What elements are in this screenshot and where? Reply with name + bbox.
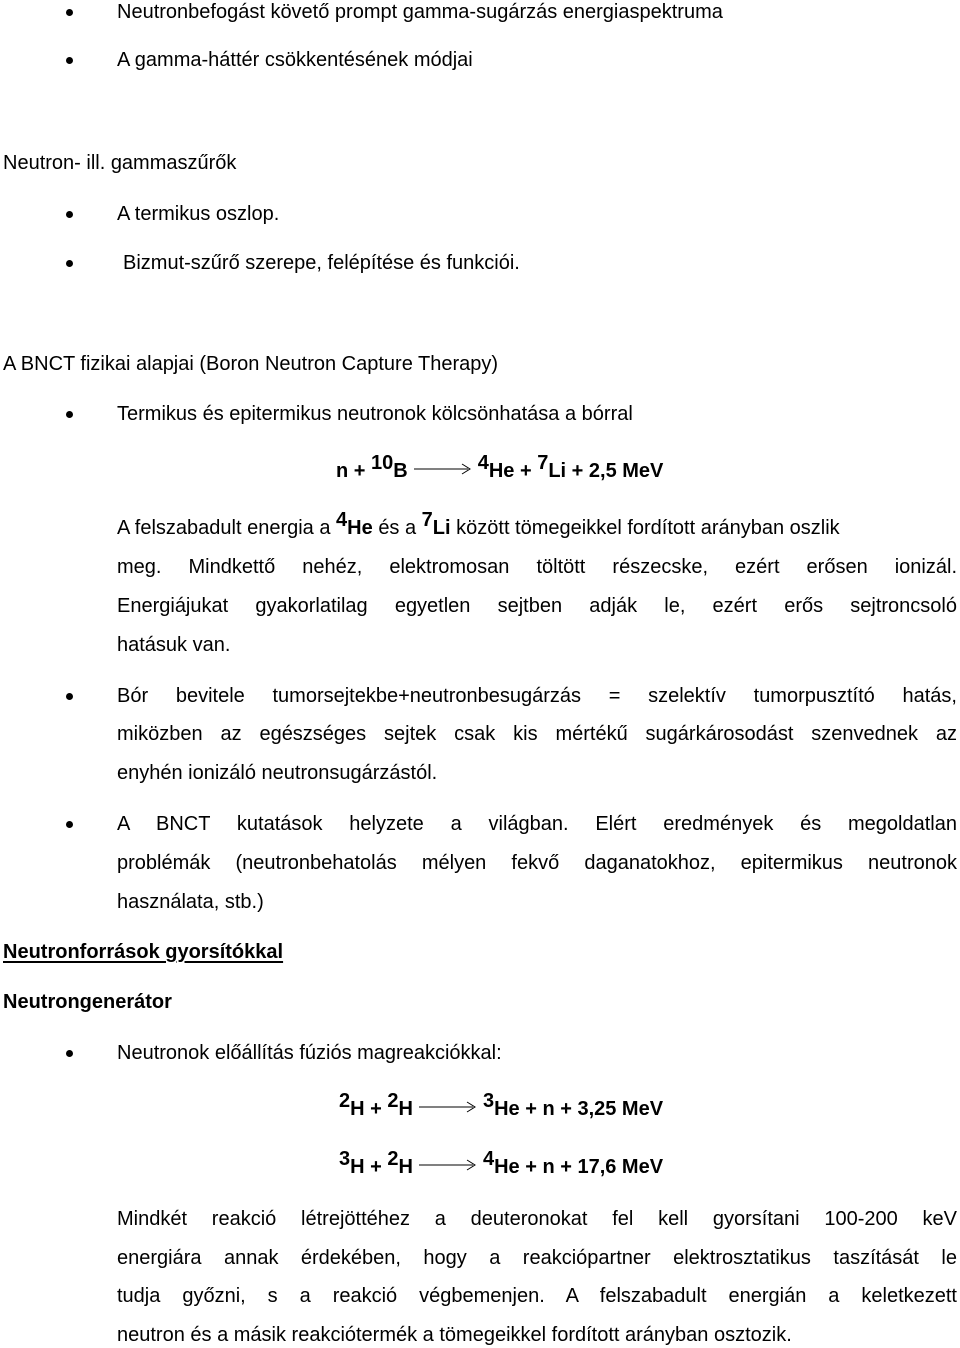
right-arrow-icon bbox=[419, 1100, 477, 1114]
bullet-text: A gamma-háttér csökkentésének módjai bbox=[117, 49, 473, 71]
bullet-dot-icon bbox=[66, 411, 73, 418]
paragraph-line: Bór bevitele tumorsejtekbe+neutronbesugárzás = szelektív tumorpusztító hatás, bbox=[117, 685, 957, 707]
eq-superscript: 4 bbox=[477, 452, 489, 474]
bullet-dot-icon bbox=[66, 1050, 73, 1057]
eq-superscript: 2 bbox=[387, 1090, 399, 1112]
paragraph-line: meg. Mindkettő nehéz, elektromosan töltött részecske, ezért erősen ionizál. bbox=[117, 556, 957, 578]
paragraph-line: tudja győzni, s a reakció végbemenjen. A felszabadult energián a keletkezett bbox=[117, 1285, 957, 1307]
section-heading: Neutronforrások gyorsítókkal bbox=[3, 941, 284, 963]
bullet-dot-icon bbox=[66, 211, 73, 218]
eq-term: Li + 2,5 MeV bbox=[548, 460, 664, 482]
bullet-dot-icon bbox=[66, 260, 73, 267]
eq-superscript: 4 bbox=[482, 1148, 495, 1170]
section-heading: Neutrongenerátor bbox=[3, 991, 172, 1013]
bullet-text: Neutronok előállítás fúziós magreakciókkal: bbox=[117, 1042, 502, 1064]
bullet-dot-icon bbox=[66, 9, 73, 16]
eq-term: H + bbox=[350, 1156, 388, 1178]
paragraph-line bbox=[117, 509, 840, 540]
eq-superscript: 3 bbox=[339, 1148, 351, 1170]
element-symbol: He bbox=[347, 517, 373, 539]
bullet-text: Termikus és epitermikus neutronok kölcsönhatása a bórral bbox=[117, 403, 633, 425]
superscript: 7 bbox=[421, 509, 433, 531]
section-heading: A BNCT fizikai alapjai (Boron Neutron Capture Therapy) bbox=[3, 353, 499, 375]
bullet-text: Neutronbefogást követő prompt gamma-sugárzás energiaspektruma bbox=[117, 1, 723, 23]
superscript: 4 bbox=[336, 509, 348, 531]
eq-term: H bbox=[398, 1156, 413, 1178]
eq-superscript: 7 bbox=[537, 452, 549, 474]
eq-term: B bbox=[393, 460, 408, 482]
bullet-dot-icon bbox=[66, 821, 73, 828]
eq-superscript: 3 bbox=[482, 1090, 495, 1112]
text-run: A felszabadult energia a bbox=[117, 517, 337, 539]
paragraph-line: neutron és a másik reakciótermék a tömegeikkel fordított arányban osztozik. bbox=[117, 1324, 792, 1346]
paragraph-line: Mindkét reakció létrejöttéhez a deuteronokat fel kell gyorsítani 100-200 keV bbox=[117, 1208, 957, 1230]
eq-term: He + bbox=[488, 460, 538, 482]
bullet-dot-icon bbox=[66, 693, 73, 700]
bullet-item bbox=[0, 402, 633, 426]
reaction-equation-dd bbox=[339, 1090, 664, 1121]
reaction-equation-dt bbox=[339, 1148, 664, 1179]
right-arrow-icon bbox=[414, 462, 472, 476]
eq-term: He + n + 17,6 MeV bbox=[494, 1156, 664, 1178]
paragraph-line: A BNCT kutatások helyzete a világban. Elért eredmények és megoldatlan bbox=[117, 813, 957, 835]
eq-term: He + n + 3,25 MeV bbox=[494, 1098, 664, 1120]
paragraph-line: energiára annak érdekében, hogy a reakciópartner elektrosztatikus taszítását le bbox=[117, 1247, 957, 1269]
bullet-text: A termikus oszlop. bbox=[117, 203, 280, 225]
paragraph-line: enyhén ionizáló neutronsugárzástól. bbox=[117, 762, 438, 784]
element-symbol: Li bbox=[432, 517, 451, 539]
eq-superscript: 10 bbox=[371, 452, 394, 474]
bullet-item bbox=[0, 251, 520, 275]
reaction-equation-boron bbox=[336, 452, 664, 483]
bullet-item bbox=[0, 202, 279, 226]
eq-term: H + bbox=[350, 1098, 388, 1120]
bullet-item bbox=[0, 0, 723, 24]
eq-superscript: 2 bbox=[339, 1090, 351, 1112]
bullet-item bbox=[0, 48, 473, 72]
right-arrow-icon bbox=[419, 1158, 477, 1172]
bullet-text: Bizmut-szűrő szerepe, felépítése és funkciói. bbox=[123, 252, 520, 274]
paragraph-line: miközben az egészséges sejtek csak kis mértékű sugárkárosodást szenvednek az bbox=[117, 723, 957, 745]
eq-term: n + bbox=[336, 460, 372, 482]
text-run: között tömegeikkel fordított arányban oszlik bbox=[456, 517, 840, 539]
text-run: és a bbox=[378, 517, 422, 539]
bullet-item bbox=[0, 1041, 502, 1065]
paragraph-line: problémák (neutronbehatolás mélyen fekvő daganatokhoz, epitermikus neutronok bbox=[117, 852, 957, 874]
bullet-dot-icon bbox=[66, 57, 73, 64]
eq-superscript: 2 bbox=[387, 1148, 399, 1170]
paragraph-line: használata, stb.) bbox=[117, 891, 264, 913]
section-heading: Neutron- ill. gammaszűrők bbox=[3, 152, 237, 174]
paragraph-line: hatásuk van. bbox=[117, 634, 231, 656]
eq-term: H bbox=[398, 1098, 413, 1120]
paragraph-line: Energiájukat gyakorlatilag egyetlen sejtben adják le, ezért erős sejtroncsoló bbox=[117, 595, 957, 617]
